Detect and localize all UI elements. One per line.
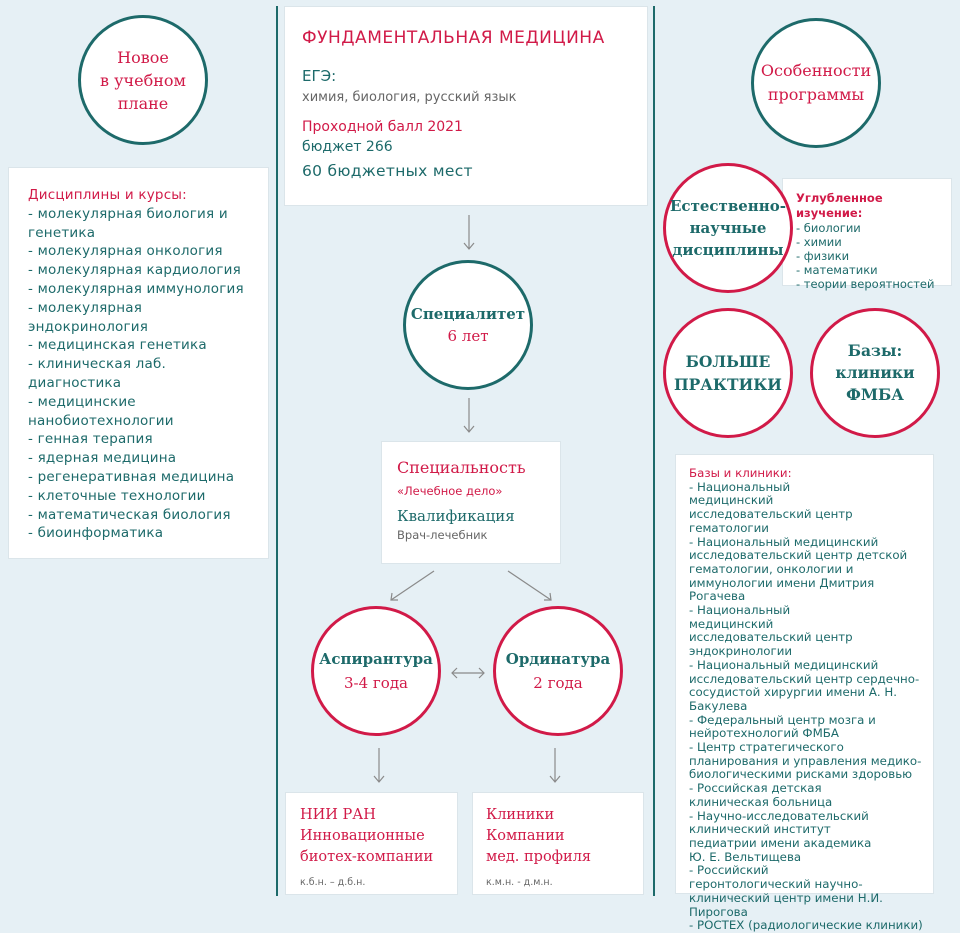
research-degree: к.б.н. – д.б.н. [300,877,366,888]
fmba-bases-circle [810,308,940,438]
bases-clinics-list [689,481,927,933]
course-item: - клиническая лаб. диагностика [28,356,166,391]
advanced-study-item: - физики [796,249,850,263]
clinic-item: - Национальный медицинский исследовательский центр эндокринологии [689,603,853,659]
course-item: - медицинские нанобиотехнологии [28,393,174,429]
more-practice-line-1: БОЛЬШЕ [685,352,771,371]
bases-clinics-card [675,454,934,933]
fmba-bases-line-1: Базы: [847,341,903,360]
course-item: - молекулярная онкология [28,243,223,260]
course-item: - биоинформатика [28,525,164,542]
courses-title: Дисциплины и курсы: [28,187,187,203]
clinic-item: - Российский геронтологический научно-клинический центр имени Н.И. Пирогова [689,863,883,919]
specialty-label: Специальность [397,458,526,477]
clinic-item: - Российская детская клиническая больница [689,781,833,809]
clinic-item: - Национальный медицинский исследовательский центр гематологии [689,479,853,535]
research-line-1: НИИ РАН [300,807,376,823]
clinics-degree: к.м.н. - д.м.н. [486,877,553,888]
advanced-study-card [782,178,952,291]
pass-score-label: Проходной балл 2021 [302,119,463,135]
course-item: - регенеративная медицина [28,468,235,485]
advanced-study-list [796,221,951,291]
course-item: - клеточные технологии [28,487,206,504]
clinics-line-1: Клиники [486,807,555,823]
bases-clinics-title: Базы и клиники: [689,466,792,480]
course-item: - молекулярная иммунология [28,280,244,297]
arrow-down-icon [464,398,474,432]
clinic-item: - Национальный медицинский исследовательский центр сердечно-сосудистой хирургии имени А. Н. Бакулева [689,657,920,713]
arrow-down-icon [550,748,560,782]
new-in-curriculum-line-2: в учебном [100,70,186,90]
more-practice-line-2: ПРАКТИКИ [674,375,782,394]
specialty-name: «Лечебное дело» [397,484,503,498]
ege-subjects: химия, биология, русский язык [302,90,517,105]
fmba-bases-line-2: клиники [835,363,915,382]
research-line-3: биотех-компании [300,849,434,865]
advanced-study-title: Углубленное изучение: [796,191,883,220]
research-line-2: Инновационные [300,828,425,844]
advanced-study-item: - биологии [796,221,861,235]
natural-sciences-line-2: научные [689,219,767,237]
specialitet-title: Специалитет [410,305,526,323]
advanced-study-item: - математики [796,263,878,277]
course-item: - ядерная медицина [28,450,177,467]
clinic-item: - РОСТЕХ (радиологические клиники) [689,918,923,933]
course-item: - математическая биология [28,506,231,523]
natural-sciences-line-3: дисциплины [672,241,784,259]
course-item: - молекулярная кардиология [28,262,241,279]
program-features-circle [751,18,881,148]
new-in-curriculum-line-3: плане [117,93,169,113]
advanced-study-item: - теории вероятностей [796,277,935,291]
aspirantura-title: Аспирантура [319,650,433,668]
course-item: - медицинская генетика [28,337,207,354]
arrow-down-icon [374,748,384,782]
clinic-item: - Научно-исследовательский клинический институт педиатрии имени академика Ю. Е. Вельтищева [689,808,872,864]
fmba-bases-line-3: ФМБА [846,385,904,404]
arrow-diagonal-icon [508,571,551,600]
program-features-line-2: программы [767,85,865,104]
ege-label: ЕГЭ: [302,67,337,85]
natural-sciences-line-1: Естественно- [670,197,786,215]
budget-places: 60 бюджетных мест [302,162,473,180]
qualification-name: Врач-лечебник [397,528,488,542]
clinic-item: - Центр стратегического планирования и управления медико-биологическими рисками здоровью [689,740,922,782]
arrow-down-icon [464,215,474,249]
advanced-study-item: - химии [796,235,842,249]
program-features-line-1: Особенности [760,61,872,80]
ordinatura-title: Ординатура [505,650,611,668]
clinics-line-3: мед. профиля [486,849,592,865]
new-in-curriculum-line-1: Новое [117,47,169,67]
more-practice-circle [663,308,793,438]
specialitet-years: 6 лет [447,327,489,345]
arrow-diagonal-icon [391,571,434,600]
course-item: - молекулярная биология и генетика [28,205,228,241]
aspirantura-years: 3-4 года [344,674,408,692]
qualification-label: Квалификация [397,507,515,525]
course-item: - генная терапия [28,431,153,448]
program-title: ФУНДАМЕНТАЛЬНАЯ МЕДИЦИНА [302,28,605,48]
clinic-item: - Национальный медицинский исследовательский центр детской гематологии, онкологии и иммунологии имени Дмитрия Рогачева [689,534,908,604]
natural-sciences-circle [663,163,793,293]
clinic-item: - Федеральный центр мозга и нейротехнологий ФМБА [689,712,876,741]
course-item: - молекулярная эндокринология [28,299,149,335]
ordinatura-years: 2 года [533,674,583,692]
clinics-line-2: Компании [486,828,565,844]
double-arrow-icon [452,668,484,678]
pass-score-value: бюджет 266 [302,139,393,155]
